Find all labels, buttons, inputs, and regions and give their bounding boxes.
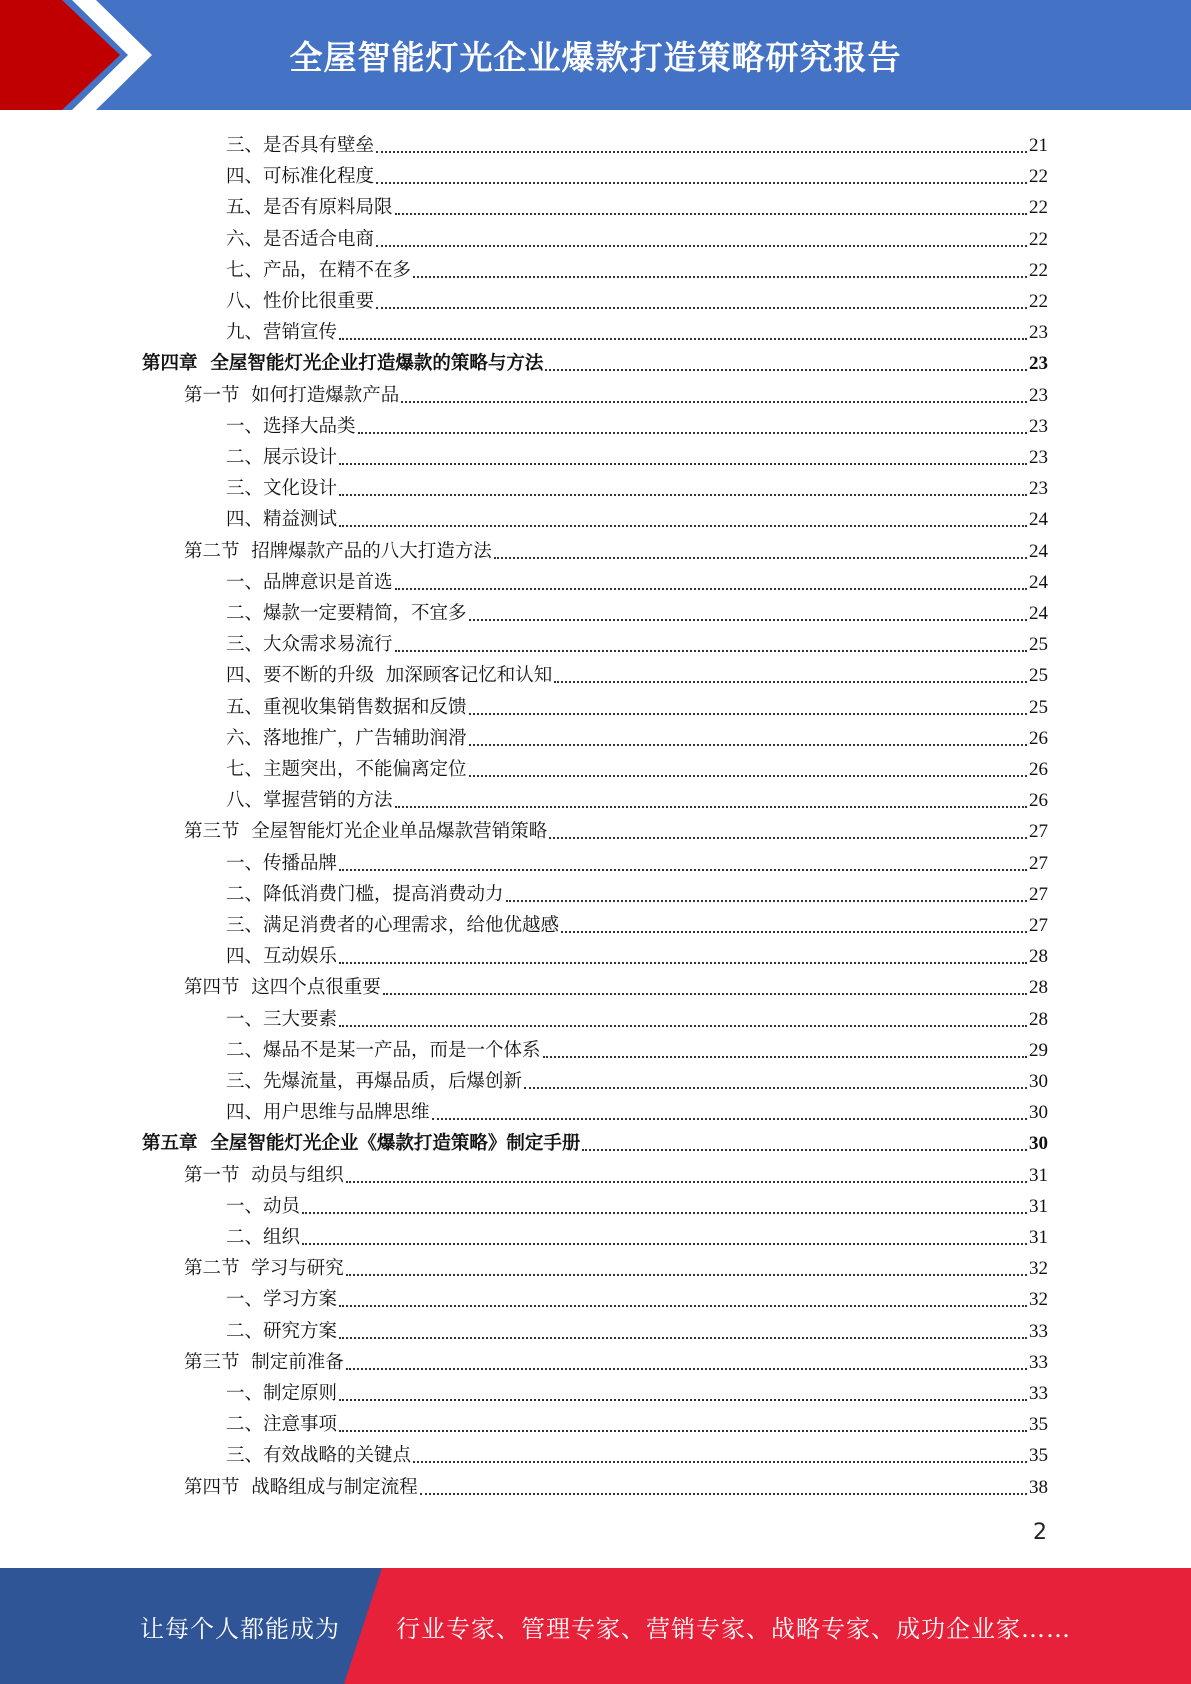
toc-entry-label: 第四章 全屋智能灯光企业打造爆款的策略与方法 — [142, 353, 544, 375]
toc-entry[interactable] — [226, 1281, 1048, 1312]
toc-entry-label: 一、三大要素 — [226, 1008, 338, 1030]
toc-entry-page: 32 — [1029, 1289, 1048, 1311]
toc-entry[interactable] — [226, 470, 1048, 501]
toc-entry-label: 三、文化设计 — [226, 478, 338, 500]
toc-entry-page: 25 — [1029, 696, 1048, 718]
toc-entry-label: 四、用户思维与品牌思维 — [226, 1102, 430, 1124]
toc-entry-label: 第四节 这四个点很重要 — [184, 977, 381, 999]
toc-entry-label: 一、传播品牌 — [226, 852, 338, 874]
toc-entry-page: 28 — [1029, 1008, 1048, 1030]
toc-entry-page: 22 — [1029, 259, 1048, 281]
toc-entry[interactable] — [226, 1188, 1048, 1219]
toc-entry-label: 一、学习方案 — [226, 1289, 338, 1311]
toc-entry[interactable] — [184, 533, 1048, 564]
toc-dot-leader — [339, 1398, 1027, 1401]
toc-entry-label: 三、先爆流量，再爆品质，后爆创新 — [226, 1071, 523, 1092]
toc-entry-label: 六、落地推广，广告辅助润滑 — [226, 727, 467, 749]
toc-entry-label: 三、满足消费者的心理需求，给他优越感 — [226, 915, 560, 936]
toc-entry-label: 二、展示设计 — [226, 447, 338, 468]
toc-entry-label: 二、研究方案 — [226, 1320, 338, 1342]
toc-dot-leader — [339, 462, 1027, 465]
toc-entry-page: 22 — [1029, 166, 1048, 188]
toc-entry-page: 25 — [1029, 665, 1048, 687]
toc-entry[interactable] — [226, 314, 1048, 345]
toc-entry-page: 22 — [1029, 291, 1048, 312]
toc-entry[interactable] — [226, 1375, 1048, 1406]
toc-entry[interactable] — [226, 1313, 1048, 1344]
toc-entry[interactable] — [184, 1469, 1048, 1500]
page-header — [0, 0, 1191, 110]
toc-entry-label: 二、组织 — [226, 1227, 301, 1248]
toc-entry-label: 第二节 招牌爆款产品的八大打造方法 — [184, 540, 492, 562]
toc-entry[interactable] — [226, 408, 1048, 439]
toc-dot-leader — [339, 1336, 1027, 1339]
toc-entry-label: 八、掌握营销的方法 — [226, 790, 393, 812]
toc-dot-leader — [469, 618, 1027, 621]
toc-dot-leader — [339, 337, 1027, 340]
toc-entry-page: 33 — [1029, 1320, 1048, 1342]
toc-dot-leader — [358, 431, 1027, 434]
toc-entry-page: 24 — [1029, 540, 1048, 562]
toc-entry-page: 23 — [1029, 447, 1048, 468]
toc-entry[interactable] — [226, 1437, 1048, 1468]
toc-entry[interactable] — [142, 345, 1048, 376]
toc-dot-leader — [346, 1367, 1027, 1370]
toc-dot-leader — [549, 836, 1027, 839]
toc-entry[interactable] — [184, 1250, 1048, 1281]
toc-dot-leader — [543, 1055, 1027, 1058]
toc-entry-label: 二、爆品不是某一产品，而是一个体系 — [226, 1039, 541, 1061]
toc-entry-label: 五、是否有原料局限 — [226, 197, 393, 219]
toc-entry-label: 一、动员 — [226, 1195, 301, 1217]
toc-entry[interactable] — [142, 1125, 1048, 1156]
toc-entry-page: 23 — [1029, 415, 1048, 437]
toc-dot-leader — [582, 1148, 1027, 1151]
toc-entry[interactable] — [226, 938, 1048, 969]
toc-entry-label: 四、要不断的升级 加深顾客记忆和认知 — [226, 665, 553, 687]
toc-entry[interactable] — [226, 689, 1048, 720]
toc-dot-leader — [395, 649, 1027, 652]
toc-entry[interactable] — [226, 564, 1048, 595]
toc-entry-page: 27 — [1029, 883, 1048, 905]
toc-dot-leader — [339, 493, 1027, 496]
toc-entry-label: 一、品牌意识是首选 — [226, 571, 393, 593]
toc-entry[interactable] — [226, 1032, 1048, 1063]
toc-entry[interactable] — [226, 283, 1048, 314]
toc-entry-page: 27 — [1029, 821, 1048, 843]
toc-entry-label: 四、可标准化程度 — [226, 166, 375, 188]
toc-entry-label: 一、制定原则 — [226, 1383, 338, 1404]
toc-entry[interactable] — [226, 626, 1048, 657]
toc-dot-leader — [339, 1429, 1027, 1432]
toc-entry[interactable] — [226, 907, 1048, 938]
toc-entry[interactable] — [226, 158, 1048, 189]
toc-dot-leader — [339, 1024, 1027, 1027]
toc-dot-leader — [395, 805, 1027, 808]
toc-dot-leader — [395, 212, 1027, 215]
toc-dot-leader — [545, 368, 1027, 371]
toc-entry-page: 23 — [1029, 478, 1048, 500]
toc-entry-page: 33 — [1029, 1383, 1048, 1404]
toc-dot-leader — [383, 992, 1027, 995]
toc-entry[interactable] — [226, 439, 1048, 470]
toc-entry[interactable] — [226, 1001, 1048, 1032]
toc-entry-page: 27 — [1029, 915, 1048, 936]
toc-dot-leader — [339, 961, 1027, 964]
toc-entry-label: 四、互动娱乐 — [226, 946, 338, 968]
toc-entry-label: 第一节 动员与组织 — [184, 1164, 344, 1186]
toc-entry-label: 四、精益测试 — [226, 509, 338, 531]
toc-dot-leader — [339, 1304, 1027, 1307]
toc-dot-leader — [376, 244, 1027, 247]
toc-entry[interactable] — [226, 1406, 1048, 1437]
toc-entry[interactable] — [226, 720, 1048, 751]
toc-entry-page: 23 — [1029, 384, 1048, 406]
toc-entry-label: 三、是否具有壁垒 — [226, 135, 375, 156]
toc-entry-page: 28 — [1029, 977, 1048, 999]
toc-entry-page: 24 — [1029, 603, 1048, 624]
toc-entry[interactable] — [226, 127, 1048, 158]
toc-dot-leader — [413, 275, 1027, 278]
toc-entry[interactable] — [226, 1219, 1048, 1250]
toc-entry-label: 第三节 全屋智能灯光企业单品爆款营销策略 — [184, 821, 548, 843]
page-number: 2 — [1033, 1520, 1047, 1545]
toc-entry-label: 二、注意事项 — [226, 1414, 338, 1436]
toc-entry-label: 三、大众需求易流行 — [226, 634, 393, 656]
toc-entry-page: 22 — [1029, 228, 1048, 250]
toc-entry-label: 七、产品，在精不在多 — [226, 259, 412, 281]
toc-dot-leader — [524, 1086, 1027, 1089]
toc-entry-label: 第一节 如何打造爆款产品 — [184, 384, 400, 406]
toc-entry-page: 30 — [1029, 1133, 1048, 1155]
toc-entry-page: 24 — [1029, 509, 1048, 531]
toc-entry-page: 26 — [1029, 790, 1048, 812]
toc-dot-leader — [506, 899, 1027, 902]
toc-entry-label: 六、是否适合电商 — [226, 228, 375, 250]
toc-entry[interactable] — [184, 1344, 1048, 1375]
toc-entry-label: 第五章 全屋智能灯光企业《爆款打造策略》制定手册 — [142, 1133, 581, 1155]
toc-dot-leader — [469, 712, 1027, 715]
toc-entry-page: 31 — [1029, 1164, 1048, 1186]
toc-entry-page: 38 — [1029, 1476, 1048, 1498]
toc-dot-leader — [561, 930, 1027, 933]
toc-entry-page: 35 — [1029, 1445, 1048, 1467]
toc-entry[interactable] — [226, 1094, 1048, 1125]
toc-dot-leader — [376, 306, 1027, 309]
toc-entry-page: 31 — [1029, 1195, 1048, 1217]
toc-entry[interactable] — [184, 813, 1048, 844]
toc-dot-leader — [469, 743, 1027, 746]
toc-dot-leader — [339, 524, 1027, 527]
toc-entry[interactable] — [226, 782, 1048, 813]
toc-entry[interactable] — [184, 969, 1048, 1000]
toc-entry-page: 21 — [1029, 135, 1048, 156]
toc-dot-leader — [302, 1211, 1027, 1214]
toc-entry-label: 二、爆款一定要精简，不宜多 — [226, 603, 467, 624]
toc-entry-page: 23 — [1029, 353, 1048, 375]
toc-entry-page: 28 — [1029, 946, 1048, 968]
toc-entry-page: 23 — [1029, 322, 1048, 344]
toc-entry-page: 22 — [1029, 197, 1048, 219]
document-title: 全屋智能灯光企业爆款打造策略研究报告 — [289, 37, 902, 77]
toc-dot-leader — [469, 774, 1027, 777]
toc-entry-label: 第四节 战略组成与制定流程 — [184, 1476, 418, 1498]
toc-dot-leader — [302, 1242, 1027, 1245]
toc-dot-leader — [346, 1273, 1027, 1276]
toc-entry-label: 一、选择大品类 — [226, 415, 356, 437]
toc-entry[interactable] — [226, 876, 1048, 907]
footer-slogan-right: 行业专家、管理专家、营销专家、战略专家、成功企业家…… — [396, 1614, 1071, 1643]
toc-dot-leader — [346, 1180, 1027, 1183]
toc-dot-leader — [432, 1117, 1027, 1120]
toc-entry-label: 三、有效战略的关键点 — [226, 1445, 412, 1467]
toc-dot-leader — [420, 1492, 1027, 1495]
toc-entry-page: 27 — [1029, 852, 1048, 874]
toc-entry-label: 五、重视收集销售数据和反馈 — [226, 696, 467, 718]
toc-entry[interactable] — [226, 189, 1048, 220]
toc-dot-leader — [376, 150, 1027, 153]
toc-dot-leader — [554, 680, 1027, 683]
toc-entry[interactable] — [226, 221, 1048, 252]
toc-dot-leader — [413, 1460, 1027, 1463]
toc-entry-page: 25 — [1029, 634, 1048, 656]
toc-dot-leader — [339, 868, 1027, 871]
toc-entry-page: 31 — [1029, 1227, 1048, 1248]
toc-dot-leader — [376, 181, 1027, 184]
toc-entry-label: 第二节 学习与研究 — [184, 1258, 344, 1280]
toc-entry[interactable] — [226, 1063, 1048, 1094]
toc-entry[interactable] — [226, 595, 1048, 626]
toc-entry-page: 24 — [1029, 571, 1048, 593]
footer-slogan-left: 让每个人都能成为 — [140, 1614, 340, 1643]
toc-entry-page: 30 — [1029, 1071, 1048, 1092]
toc-entry-page: 30 — [1029, 1102, 1048, 1124]
toc-entry[interactable] — [226, 252, 1048, 283]
toc-entry-label: 九、营销宣传 — [226, 322, 338, 344]
toc-entry[interactable] — [226, 845, 1048, 876]
toc-entry-page: 26 — [1029, 759, 1048, 780]
toc-entry-label: 八、性价比很重要 — [226, 291, 375, 312]
toc-entry-label: 二、降低消费门槛，提高消费动力 — [226, 883, 504, 905]
toc-dot-leader — [401, 400, 1027, 403]
toc-entry-label: 第三节 制定前准备 — [184, 1351, 344, 1373]
toc-dot-leader — [494, 556, 1027, 559]
toc-dot-leader — [395, 587, 1027, 590]
toc-entry-page: 29 — [1029, 1039, 1048, 1061]
toc-entry[interactable] — [184, 377, 1048, 408]
toc-entry[interactable] — [226, 501, 1048, 532]
toc-entry[interactable] — [226, 751, 1048, 782]
toc-entry[interactable] — [184, 1157, 1048, 1188]
toc-entry-label: 七、主题突出，不能偏离定位 — [226, 759, 467, 780]
toc-entry-page: 32 — [1029, 1258, 1048, 1280]
toc-entry-page: 33 — [1029, 1351, 1048, 1373]
toc-entry-page: 35 — [1029, 1414, 1048, 1436]
toc-entry[interactable] — [226, 657, 1048, 688]
toc-entry-page: 26 — [1029, 727, 1048, 749]
page-footer — [0, 1568, 1191, 1684]
